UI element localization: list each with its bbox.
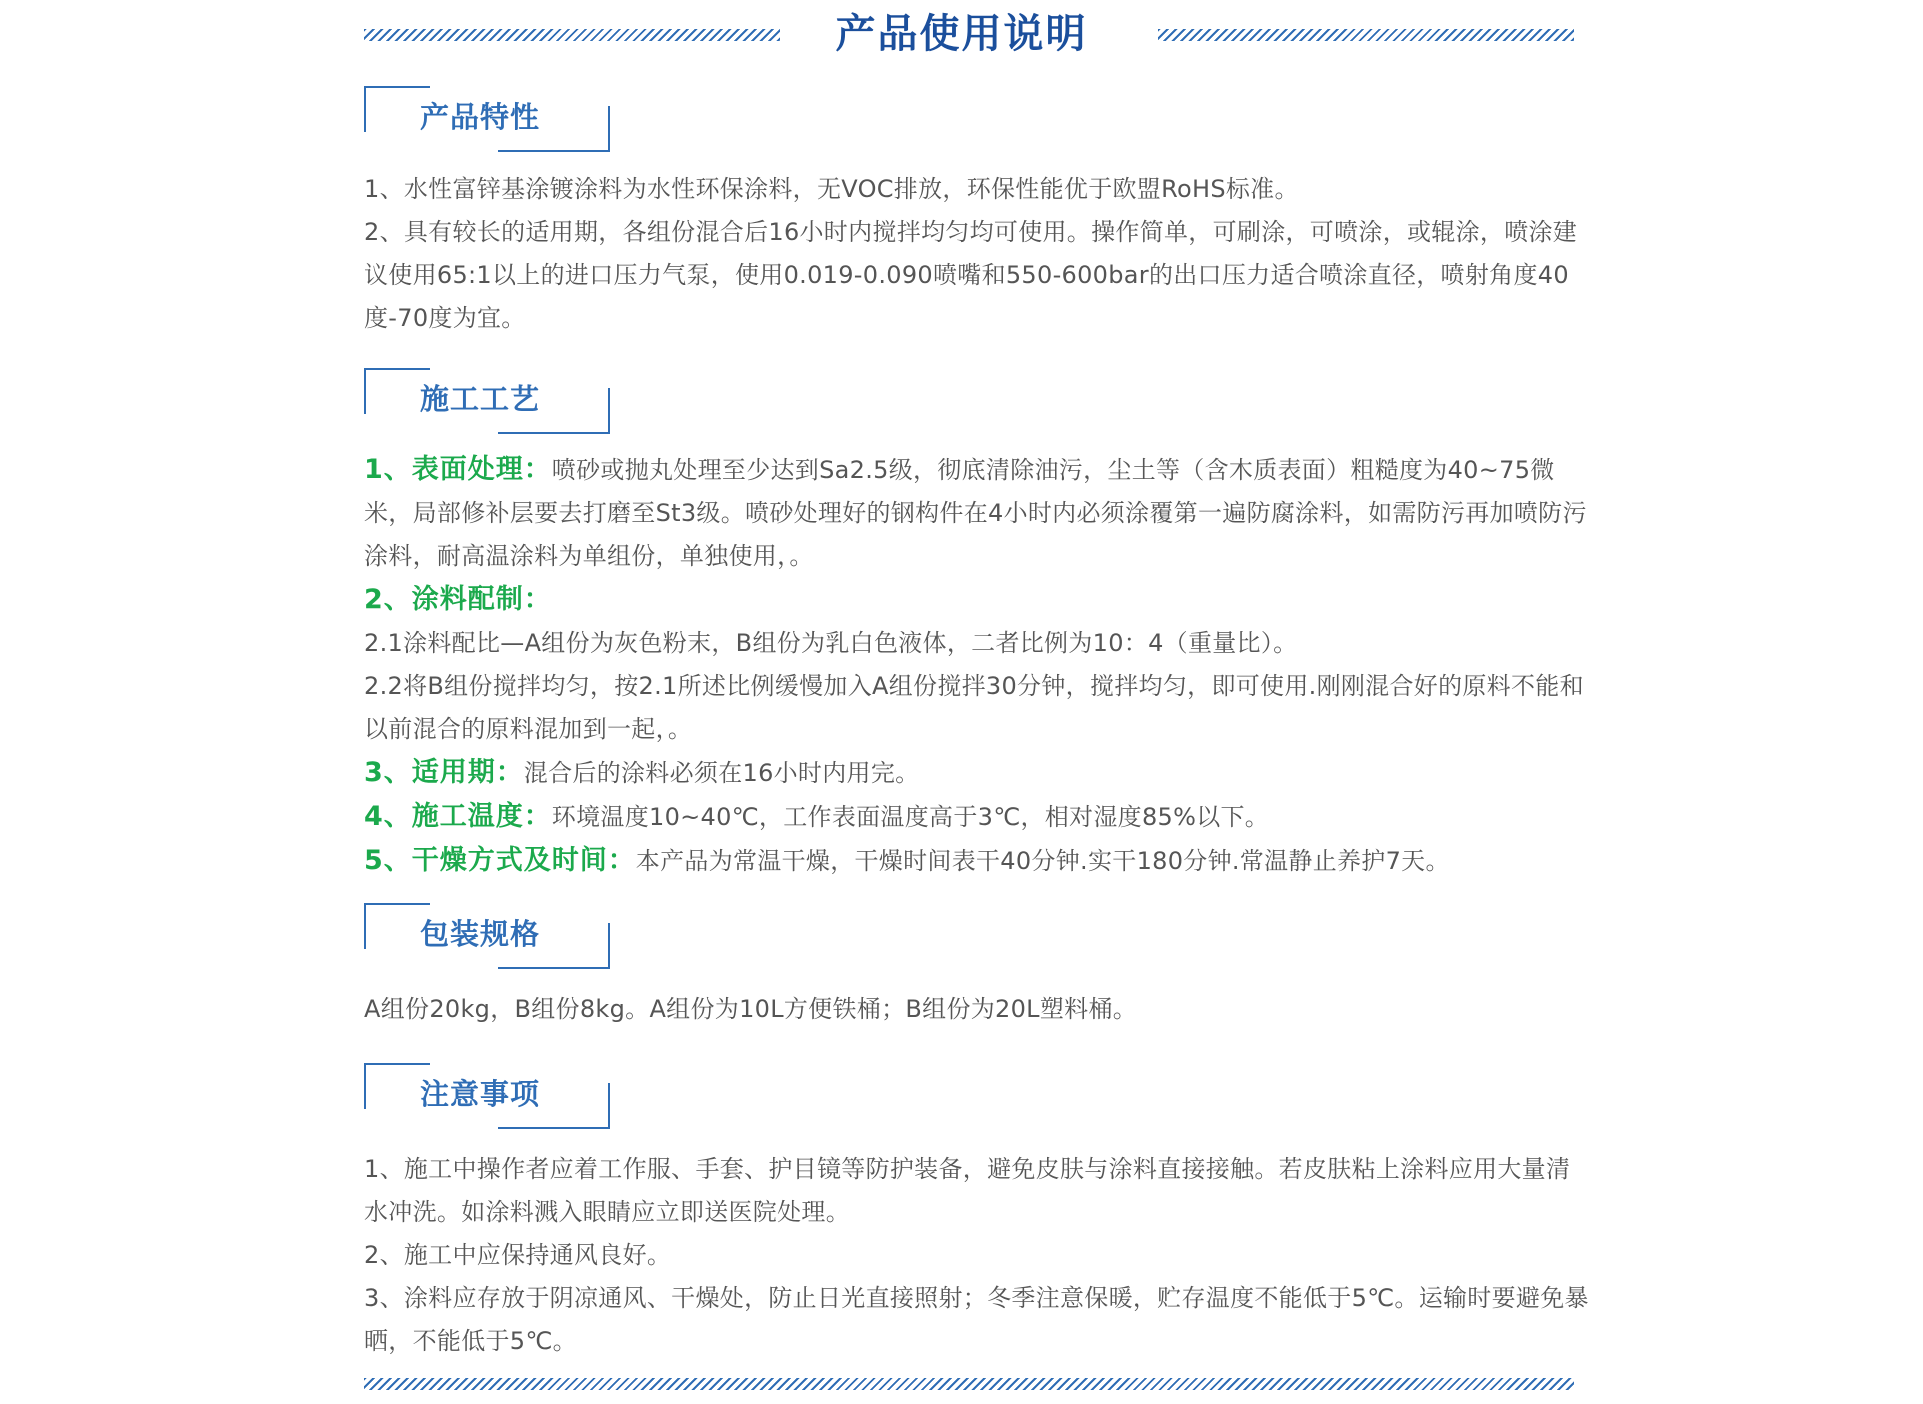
heading-label: 包装规格 xyxy=(420,917,541,951)
process-body xyxy=(364,448,1594,883)
section-heading-features xyxy=(364,86,610,152)
features-line-1: 1、水性富锌基涂镀涂料为水性环保涂料，无VOC排放，环保性能优于欧盟RoHS标准。 xyxy=(364,175,1299,203)
footer-hatch xyxy=(364,1378,1574,1390)
process-item-4-text: 环境温度10~40℃，工作表面温度高于3℃，相对湿度85%以下。 xyxy=(551,803,1270,831)
process-item-2-label: 2、涂料配制： xyxy=(364,584,552,615)
process-item-5-text: 本产品为常温干燥，干燥时间表干40分钟.实干180分钟.常温静止养护7天。 xyxy=(635,847,1450,875)
process-item-3 xyxy=(364,751,1594,795)
process-item-2-sub-1: 2.1涂料配比—A组份为灰色粉末，B组份为乳白色液体，二者比例为10：4（重量比）。 xyxy=(364,629,1298,657)
page-title: 产品使用说明 xyxy=(835,11,1088,57)
section-heading-notes xyxy=(364,1063,610,1129)
section-heading-process xyxy=(364,368,610,434)
features-line-2: 2、具有较长的适用期，各组份混合后16小时内搅拌均匀均可使用。操作简单，可刷涂，可喷涂，或辊涂，喷涂建议使用65:1以上的进口压力气泵，使用0.019-0.090喷嘴和550-600bar的出口压力适合喷涂直径，喷射角度40度-70度为宜。 xyxy=(364,218,1578,332)
section-heading-packaging xyxy=(364,903,610,969)
process-item-1 xyxy=(364,448,1594,578)
packaging-body xyxy=(364,988,1594,1031)
process-item-3-label: 3、适用期： xyxy=(364,757,524,788)
process-item-3-text: 混合后的涂料必须在16小时内用完。 xyxy=(523,759,920,787)
title-hatch-right xyxy=(1158,29,1574,41)
notes-body xyxy=(364,1148,1594,1363)
notes-line-1: 1、施工中操作者应着工作服、手套、护目镜等防护装备，避免皮肤与涂料直接接触。若皮肤粘上涂料应用大量清水冲洗。如涂料溅入眼睛应立即送医院处理。 xyxy=(364,1155,1571,1226)
notes-line-2: 2、施工中应保持通风良好。 xyxy=(364,1241,672,1269)
features-body xyxy=(364,168,1594,340)
process-item-4 xyxy=(364,795,1594,839)
process-item-1-text: 喷砂或抛丸处理至少达到Sa2.5级，彻底清除油污，尘土等（含木质表面）粗糙度为40~75微米，局部修补层要去打磨至St3级。喷砂处理好的钢构件在4小时内必须涂覆第一遍防腐涂料，如需防污再加喷防污涂料，耐高温涂料为单组份，单独使用，。 xyxy=(364,456,1587,570)
process-item-4-label: 4、施工温度： xyxy=(364,801,552,832)
process-item-2-sub-2: 2.2将B组份搅拌均匀，按2.1所述比例缓慢加入A组份搅拌30分钟，搅拌均匀，即可使用.刚刚混合好的原料不能和以前混合的原料混加到一起，。 xyxy=(364,672,1584,743)
process-item-5 xyxy=(364,839,1594,883)
process-item-5-label: 5、干燥方式及时间： xyxy=(364,845,636,876)
heading-label: 注意事项 xyxy=(420,1077,541,1111)
process-item-2-label-line xyxy=(364,578,1594,622)
process-item-1-label: 1、表面处理： xyxy=(364,454,552,485)
heading-label: 产品特性 xyxy=(420,100,541,134)
packaging-text: A组份20kg，B组份8kg。A组份为10L方便铁桶；B组份为20L塑料桶。 xyxy=(364,995,1138,1023)
heading-label: 施工工艺 xyxy=(420,382,541,416)
notes-line-3: 3、涂料应存放于阴凉通风、干燥处，防止日光直接照射；冬季注意保暖，贮存温度不能低于5℃。运输时要避免暴晒，不能低于5℃。 xyxy=(364,1284,1589,1355)
